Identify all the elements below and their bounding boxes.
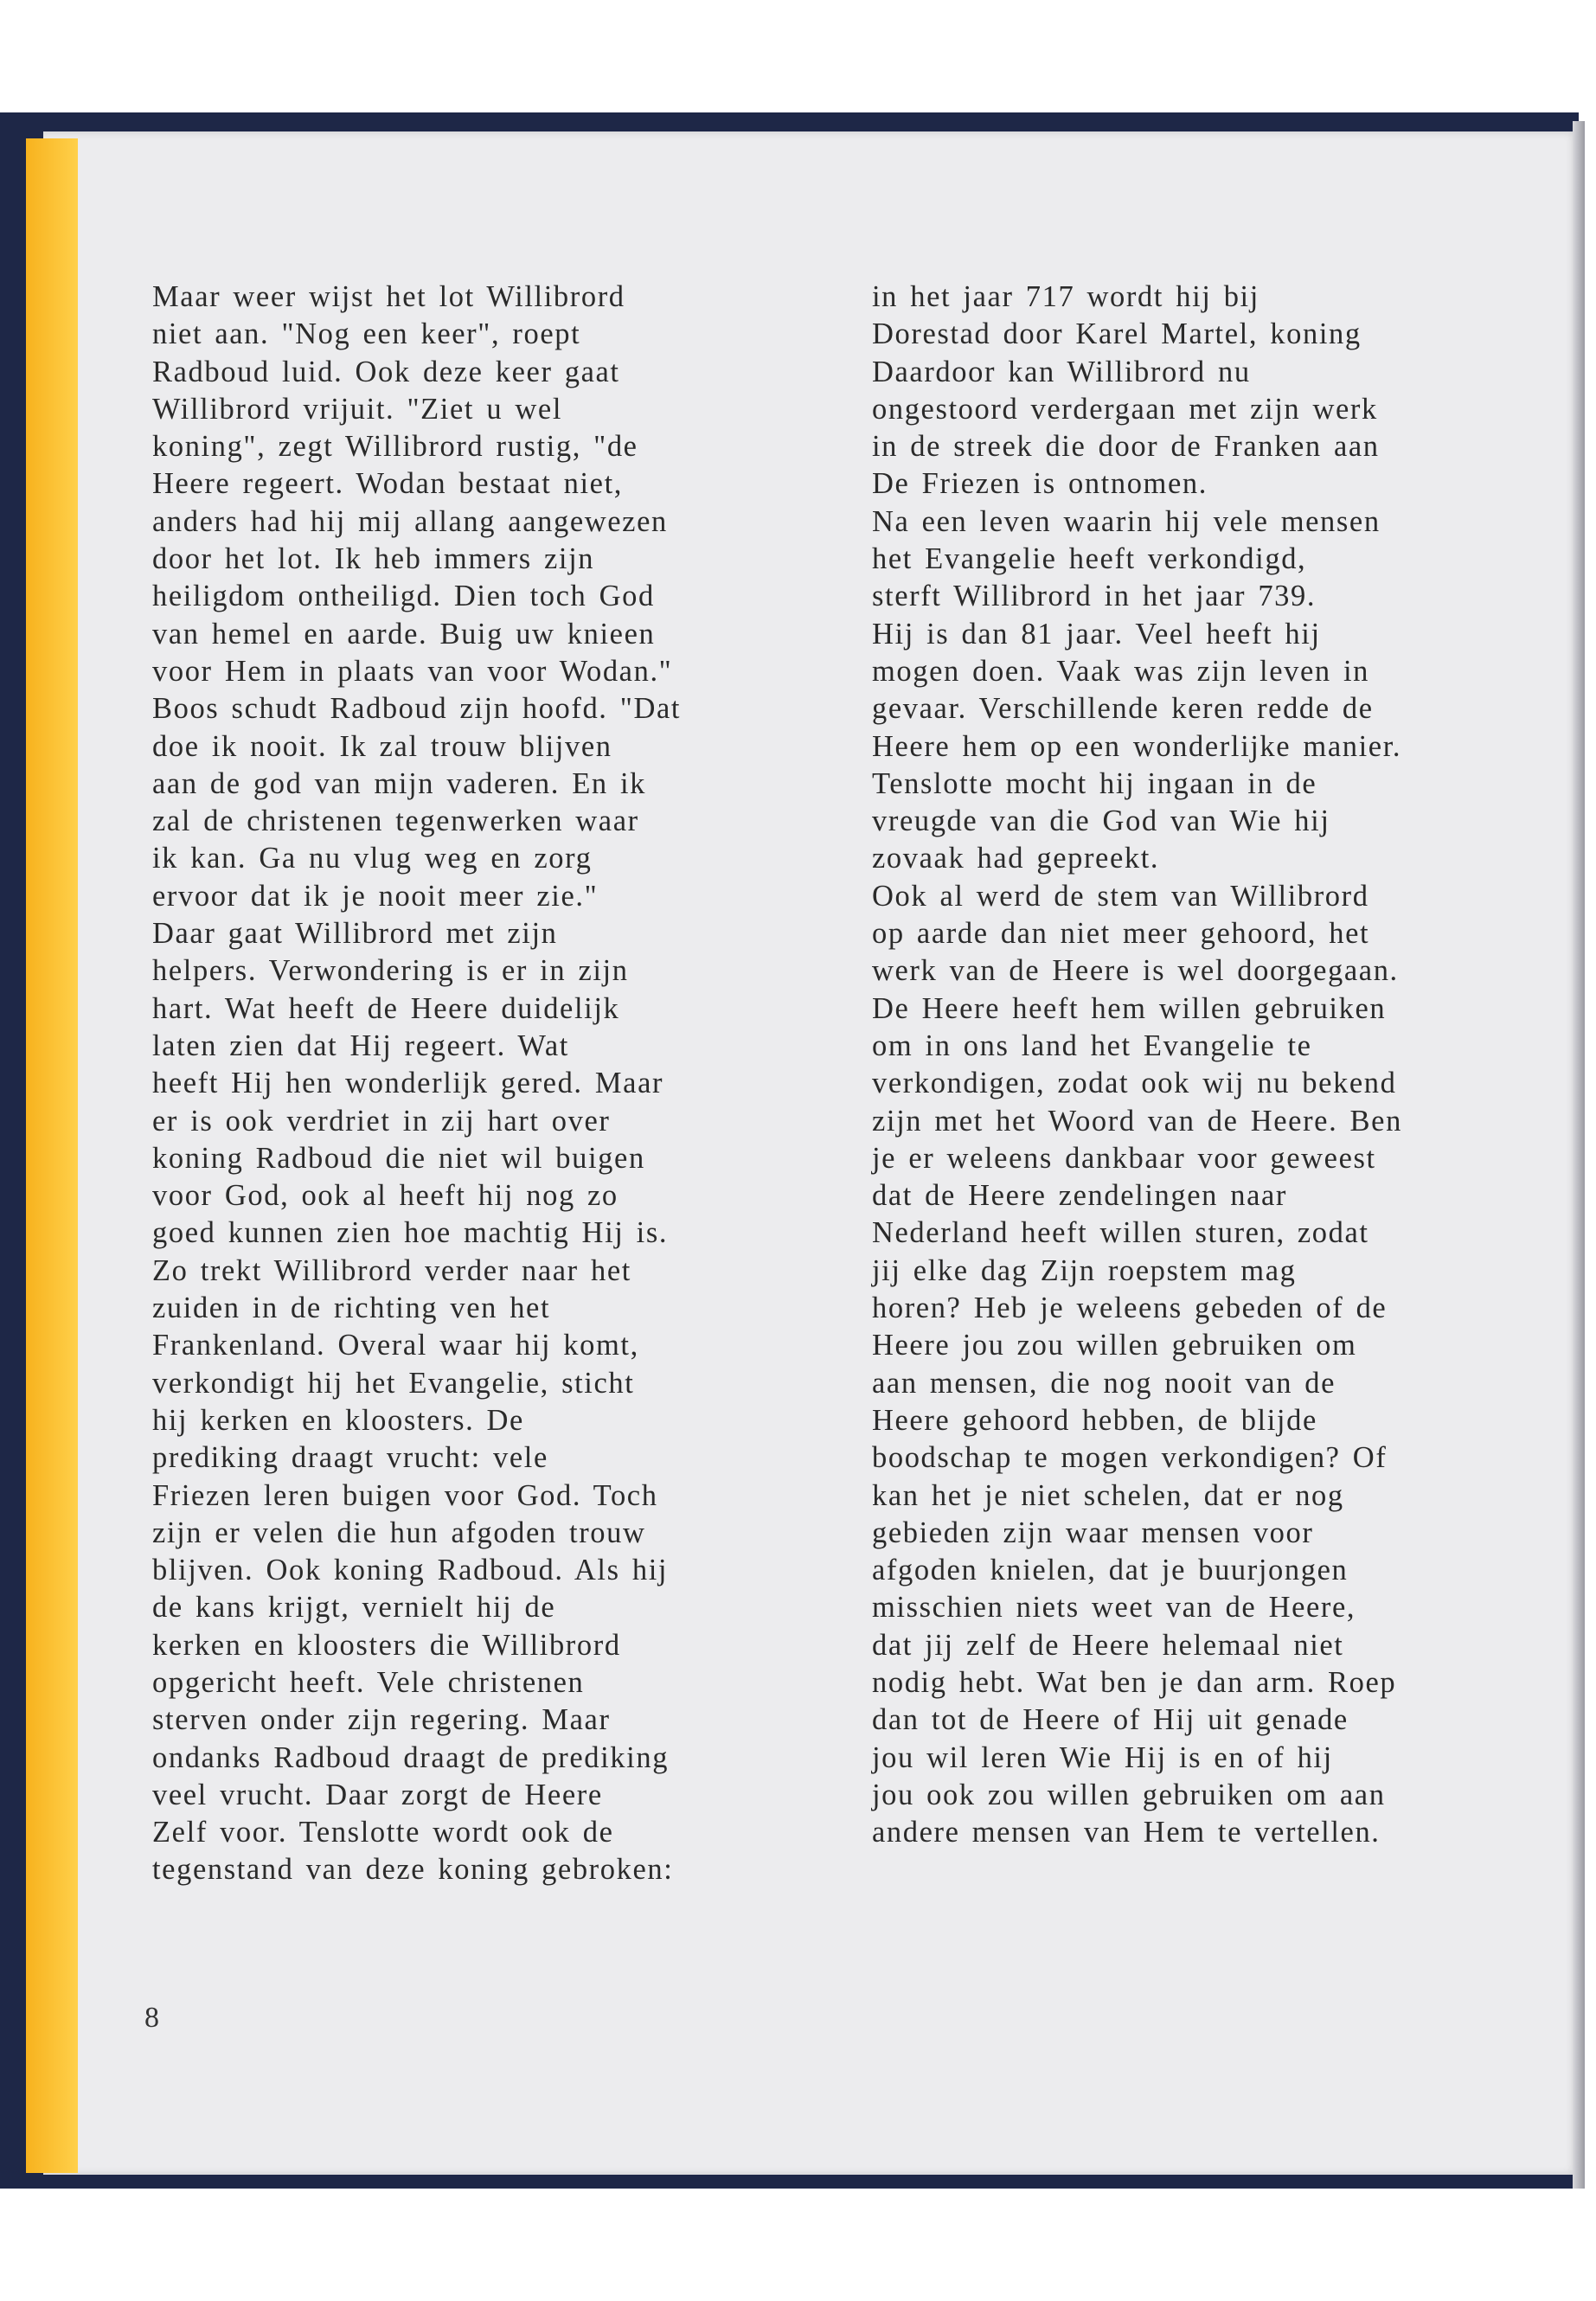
text-line: verkondigen, zodat ook wij nu bekend	[872, 1067, 1397, 1100]
text-line: Radboud luid. Ook deze keer gaat	[152, 355, 620, 388]
book-spine-strip	[26, 138, 78, 2173]
text-line: Daar gaat Willibrord met zijn	[152, 917, 558, 951]
text-line: Nederland heeft willen sturen, zodat	[872, 1216, 1369, 1250]
text-line: koning Radboud die niet wil buigen	[152, 1141, 645, 1175]
text-line: ondanks Radboud draagt de prediking	[152, 1740, 670, 1774]
text-line: de kans krijgt, vernielt hij de	[152, 1591, 556, 1625]
text-line: prediking draagt vrucht: vele	[152, 1441, 548, 1475]
text-line: Maar weer wijst het lot Willibrord	[152, 280, 625, 313]
text-line: anders had hij mij allang aangewezen	[152, 504, 668, 538]
text-line: nodig hebt. Wat ben je dan arm. Roep	[872, 1665, 1397, 1699]
text-line: werk van de Heere is wel doorgegaan.	[872, 954, 1399, 988]
text-line: aan de god van mijn vaderen. En ik	[152, 766, 646, 800]
text-line: tegenstand van deze koning gebroken:	[152, 1853, 674, 1887]
text-line: jij elke dag Zijn roepstem mag	[872, 1253, 1297, 1287]
text-line: voor Hem in plaats van voor Wodan."	[152, 654, 673, 688]
text-line: om in ons land het Evangelie te	[872, 1029, 1312, 1062]
text-line: doe ik nooit. Ik zal trouw blijven	[152, 729, 612, 763]
text-line: zal de christenen tegenwerken waar	[152, 804, 639, 838]
text-line: heeft Hij hen wonderlijk gered. Maar	[152, 1067, 664, 1100]
text-line: op aarde dan niet meer gehoord, het	[872, 917, 1370, 951]
text-line: afgoden knielen, dat je buurjongen	[872, 1554, 1349, 1587]
text-line: Zelf voor. Tenslotte wordt ook de	[152, 1816, 614, 1849]
text-line: dat jij zelf de Heere helemaal niet	[872, 1628, 1344, 1662]
text-line: in het jaar 717 wordt hij bij	[872, 280, 1259, 313]
text-line: zijn er velen die hun afgoden trouw	[152, 1516, 646, 1549]
text-line: mogen doen. Vaak was zijn leven in	[872, 654, 1370, 688]
text-line: hart. Wat heeft de Heere duidelijk	[152, 991, 620, 1025]
text-line: niet aan. "Nog een keer", roept	[152, 317, 581, 351]
text-line: koning", zegt Willibrord rustig, "de	[152, 430, 638, 464]
text-line: sterven onder zijn regering. Maar	[152, 1703, 611, 1737]
right-text-column	[872, 279, 1402, 1851]
text-line: Tenslotte mocht hij ingaan in de	[872, 766, 1317, 800]
text-line: je er weleens dankbaar voor geweest	[872, 1141, 1376, 1175]
text-line: van hemel en aarde. Buig uw knieen	[152, 617, 656, 651]
text-line: opgericht heeft. Vele christenen	[152, 1665, 585, 1699]
text-line: Ook al werd de stem van Willibrord	[872, 879, 1369, 913]
text-line: Friezen leren buigen voor God. Toch	[152, 1478, 658, 1512]
text-line: helpers. Verwondering is er in zijn	[152, 954, 629, 988]
text-line: Heere gehoord hebben, de blijde	[872, 1403, 1317, 1437]
text-line: zovaak had gepreekt.	[872, 842, 1160, 875]
text-line: verkondigt hij het Evangelie, sticht	[152, 1366, 635, 1400]
text-line: Na een leven waarin hij vele mensen	[872, 504, 1381, 538]
text-line: zuiden in de richting ven het	[152, 1292, 551, 1325]
text-line: De Heere heeft hem willen gebruiken	[872, 991, 1387, 1025]
text-line: laten zien dat Hij regeert. Wat	[152, 1029, 569, 1062]
text-line: goed kunnen zien hoe machtig Hij is.	[152, 1216, 669, 1250]
text-line: jou wil leren Wie Hij is en of hij	[872, 1740, 1333, 1774]
text-line: heiligdom ontheiligd. Dien toch God	[152, 580, 655, 613]
text-line: dan tot de Heere of Hij uit genade	[872, 1703, 1349, 1737]
text-line: Heere jou zou willen gebruiken om	[872, 1329, 1357, 1362]
page-number: 8	[144, 2002, 159, 2034]
text-line: hij kerken en kloosters. De	[152, 1403, 524, 1437]
text-line: Hij is dan 81 jaar. Veel heeft hij	[872, 617, 1321, 651]
text-line: andere mensen van Hem te vertellen.	[872, 1816, 1381, 1849]
text-line: De Friezen is ontnomen.	[872, 467, 1208, 501]
text-line: kan het je niet schelen, dat er nog	[872, 1478, 1344, 1512]
text-line: ervoor dat ik je nooit meer zie."	[152, 879, 599, 913]
text-line: in de streek die door de Franken aan	[872, 430, 1380, 464]
text-line: er is ook verdriet in zij hart over	[152, 1104, 611, 1138]
text-line: Heere hem op een wonderlijke manier.	[872, 729, 1402, 763]
text-line: Willibrord vrijuit. "Ziet u wel	[152, 392, 563, 426]
text-line: vreugde van die God van Wie hij	[872, 804, 1330, 838]
text-line: gebieden zijn waar mensen voor	[872, 1516, 1314, 1549]
text-line: veel vrucht. Daar zorgt de Heere	[152, 1778, 603, 1811]
text-line: ongestoord verdergaan met zijn werk	[872, 392, 1378, 426]
text-line: Daardoor kan Willibrord nu	[872, 355, 1251, 388]
text-line: aan mensen, die nog nooit van de	[872, 1366, 1336, 1400]
text-line: dat de Heere zendelingen naar	[872, 1179, 1287, 1213]
text-line: zijn met het Woord van de Heere. Ben	[872, 1104, 1402, 1138]
text-line: blijven. Ook koning Radboud. Als hij	[152, 1554, 669, 1587]
left-text-column	[152, 279, 681, 1889]
text-line: voor God, ook al heeft hij nog zo	[152, 1179, 619, 1213]
text-line: jou ook zou willen gebruiken om aan	[872, 1778, 1386, 1811]
text-line: Frankenland. Overal waar hij komt,	[152, 1329, 639, 1362]
text-line: kerken en kloosters die Willibrord	[152, 1628, 621, 1662]
text-line: misschien niets weet van de Heere,	[872, 1591, 1356, 1625]
text-line: het Evangelie heeft verkondigd,	[872, 542, 1307, 576]
text-line: Heere regeert. Wodan bestaat niet,	[152, 467, 623, 501]
text-line: gevaar. Verschillende keren redde de	[872, 692, 1374, 726]
text-line: Zo trekt Willibrord verder naar het	[152, 1253, 631, 1287]
text-line: horen? Heb je weleens gebeden of de	[872, 1292, 1388, 1325]
text-line: Boos schudt Radboud zijn hoofd. "Dat	[152, 692, 682, 726]
text-line: ik kan. Ga nu vlug weg en zorg	[152, 842, 593, 875]
text-line: Dorestad door Karel Martel, koning	[872, 317, 1362, 351]
text-line: door het lot. Ik heb immers zijn	[152, 542, 595, 576]
page-edge-shadow	[1573, 121, 1585, 2189]
text-line: boodschap te mogen verkondigen? Of	[872, 1441, 1388, 1475]
text-line: sterft Willibrord in het jaar 739.	[872, 580, 1317, 613]
